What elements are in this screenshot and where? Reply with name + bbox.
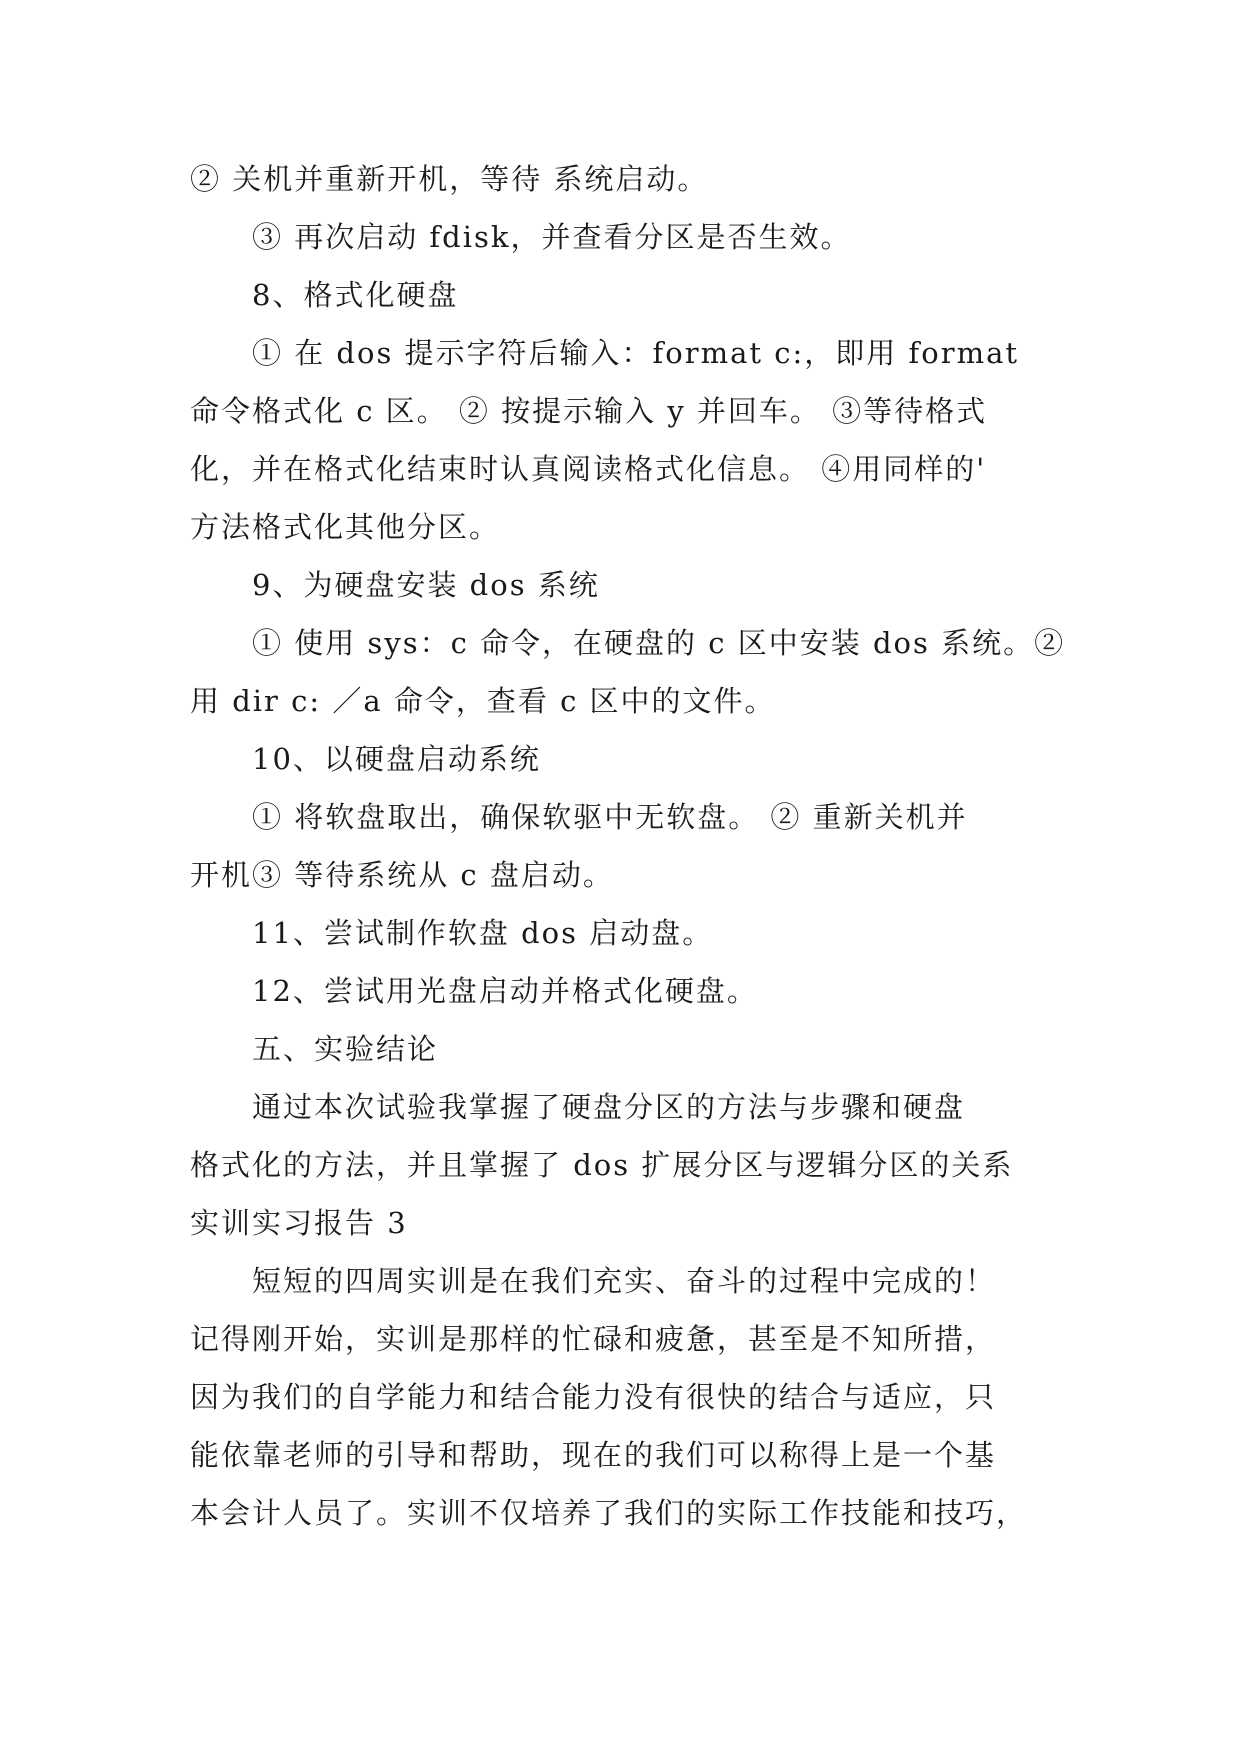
- text-line: 通过本次试验我掌握了硬盘分区的方法与步骤和硬盘: [252, 1090, 966, 1124]
- text-line: 命令格式化 c 区。 ② 按提示输入 y 并回车。 ③等待格式: [190, 394, 988, 428]
- section-heading: 8、格式化硬盘: [252, 278, 459, 312]
- text-line: 短短的四周实训是在我们充实、奋斗的过程中完成的！: [252, 1264, 997, 1298]
- text-line: ① 在 dos 提示字符后输入：format c:，即用 format: [252, 336, 1020, 370]
- text-line: 能依靠老师的引导和帮助，现在的我们可以称得上是一个基: [190, 1438, 997, 1472]
- text-line: 本会计人员了。实训不仅培养了我们的实际工作技能和技巧，: [190, 1496, 1028, 1530]
- section-heading: 10、以硬盘启动系统: [252, 742, 541, 776]
- text-line: 格式化的方法，并且掌握了 dos 扩展分区与逻辑分区的关系: [190, 1148, 1014, 1182]
- text-line: 因为我们的自学能力和结合能力没有很快的结合与适应，只: [190, 1380, 997, 1414]
- text-line: 化，并在格式化结束时认真阅读格式化信息。 ④用同样的': [190, 452, 987, 486]
- report-title: 实训实习报告 3: [190, 1206, 408, 1240]
- text-line: ① 使用 sys：c 命令，在硬盘的 c 区中安装 dos 系统。②: [252, 626, 1066, 660]
- text-line: 用 dir c: ／a 命令，查看 c 区中的文件。: [190, 684, 776, 718]
- section-heading: 五、实验结论: [252, 1032, 439, 1066]
- text-line: 记得刚开始，实训是那样的忙碌和疲惫，甚至是不知所措，: [190, 1322, 997, 1356]
- section-heading: 12、尝试用光盘启动并格式化硬盘。: [252, 974, 758, 1008]
- section-heading: 11、尝试制作软盘 dos 启动盘。: [252, 916, 714, 950]
- text-line: ③ 再次启动 fdisk，并查看分区是否生效。: [252, 220, 852, 254]
- text-line: ① 将软盘取出，确保软驱中无软盘。 ② 重新关机并: [252, 800, 968, 834]
- document-body: [190, 150, 1066, 1542]
- text-line: ② 关机并重新开机，等待 系统启动。: [190, 162, 709, 196]
- text-line: 方法格式化其他分区。: [190, 510, 501, 544]
- section-heading: 9、为硬盘安装 dos 系统: [252, 568, 600, 602]
- text-line: 开机③ 等待系统从 c 盘启动。: [190, 858, 614, 892]
